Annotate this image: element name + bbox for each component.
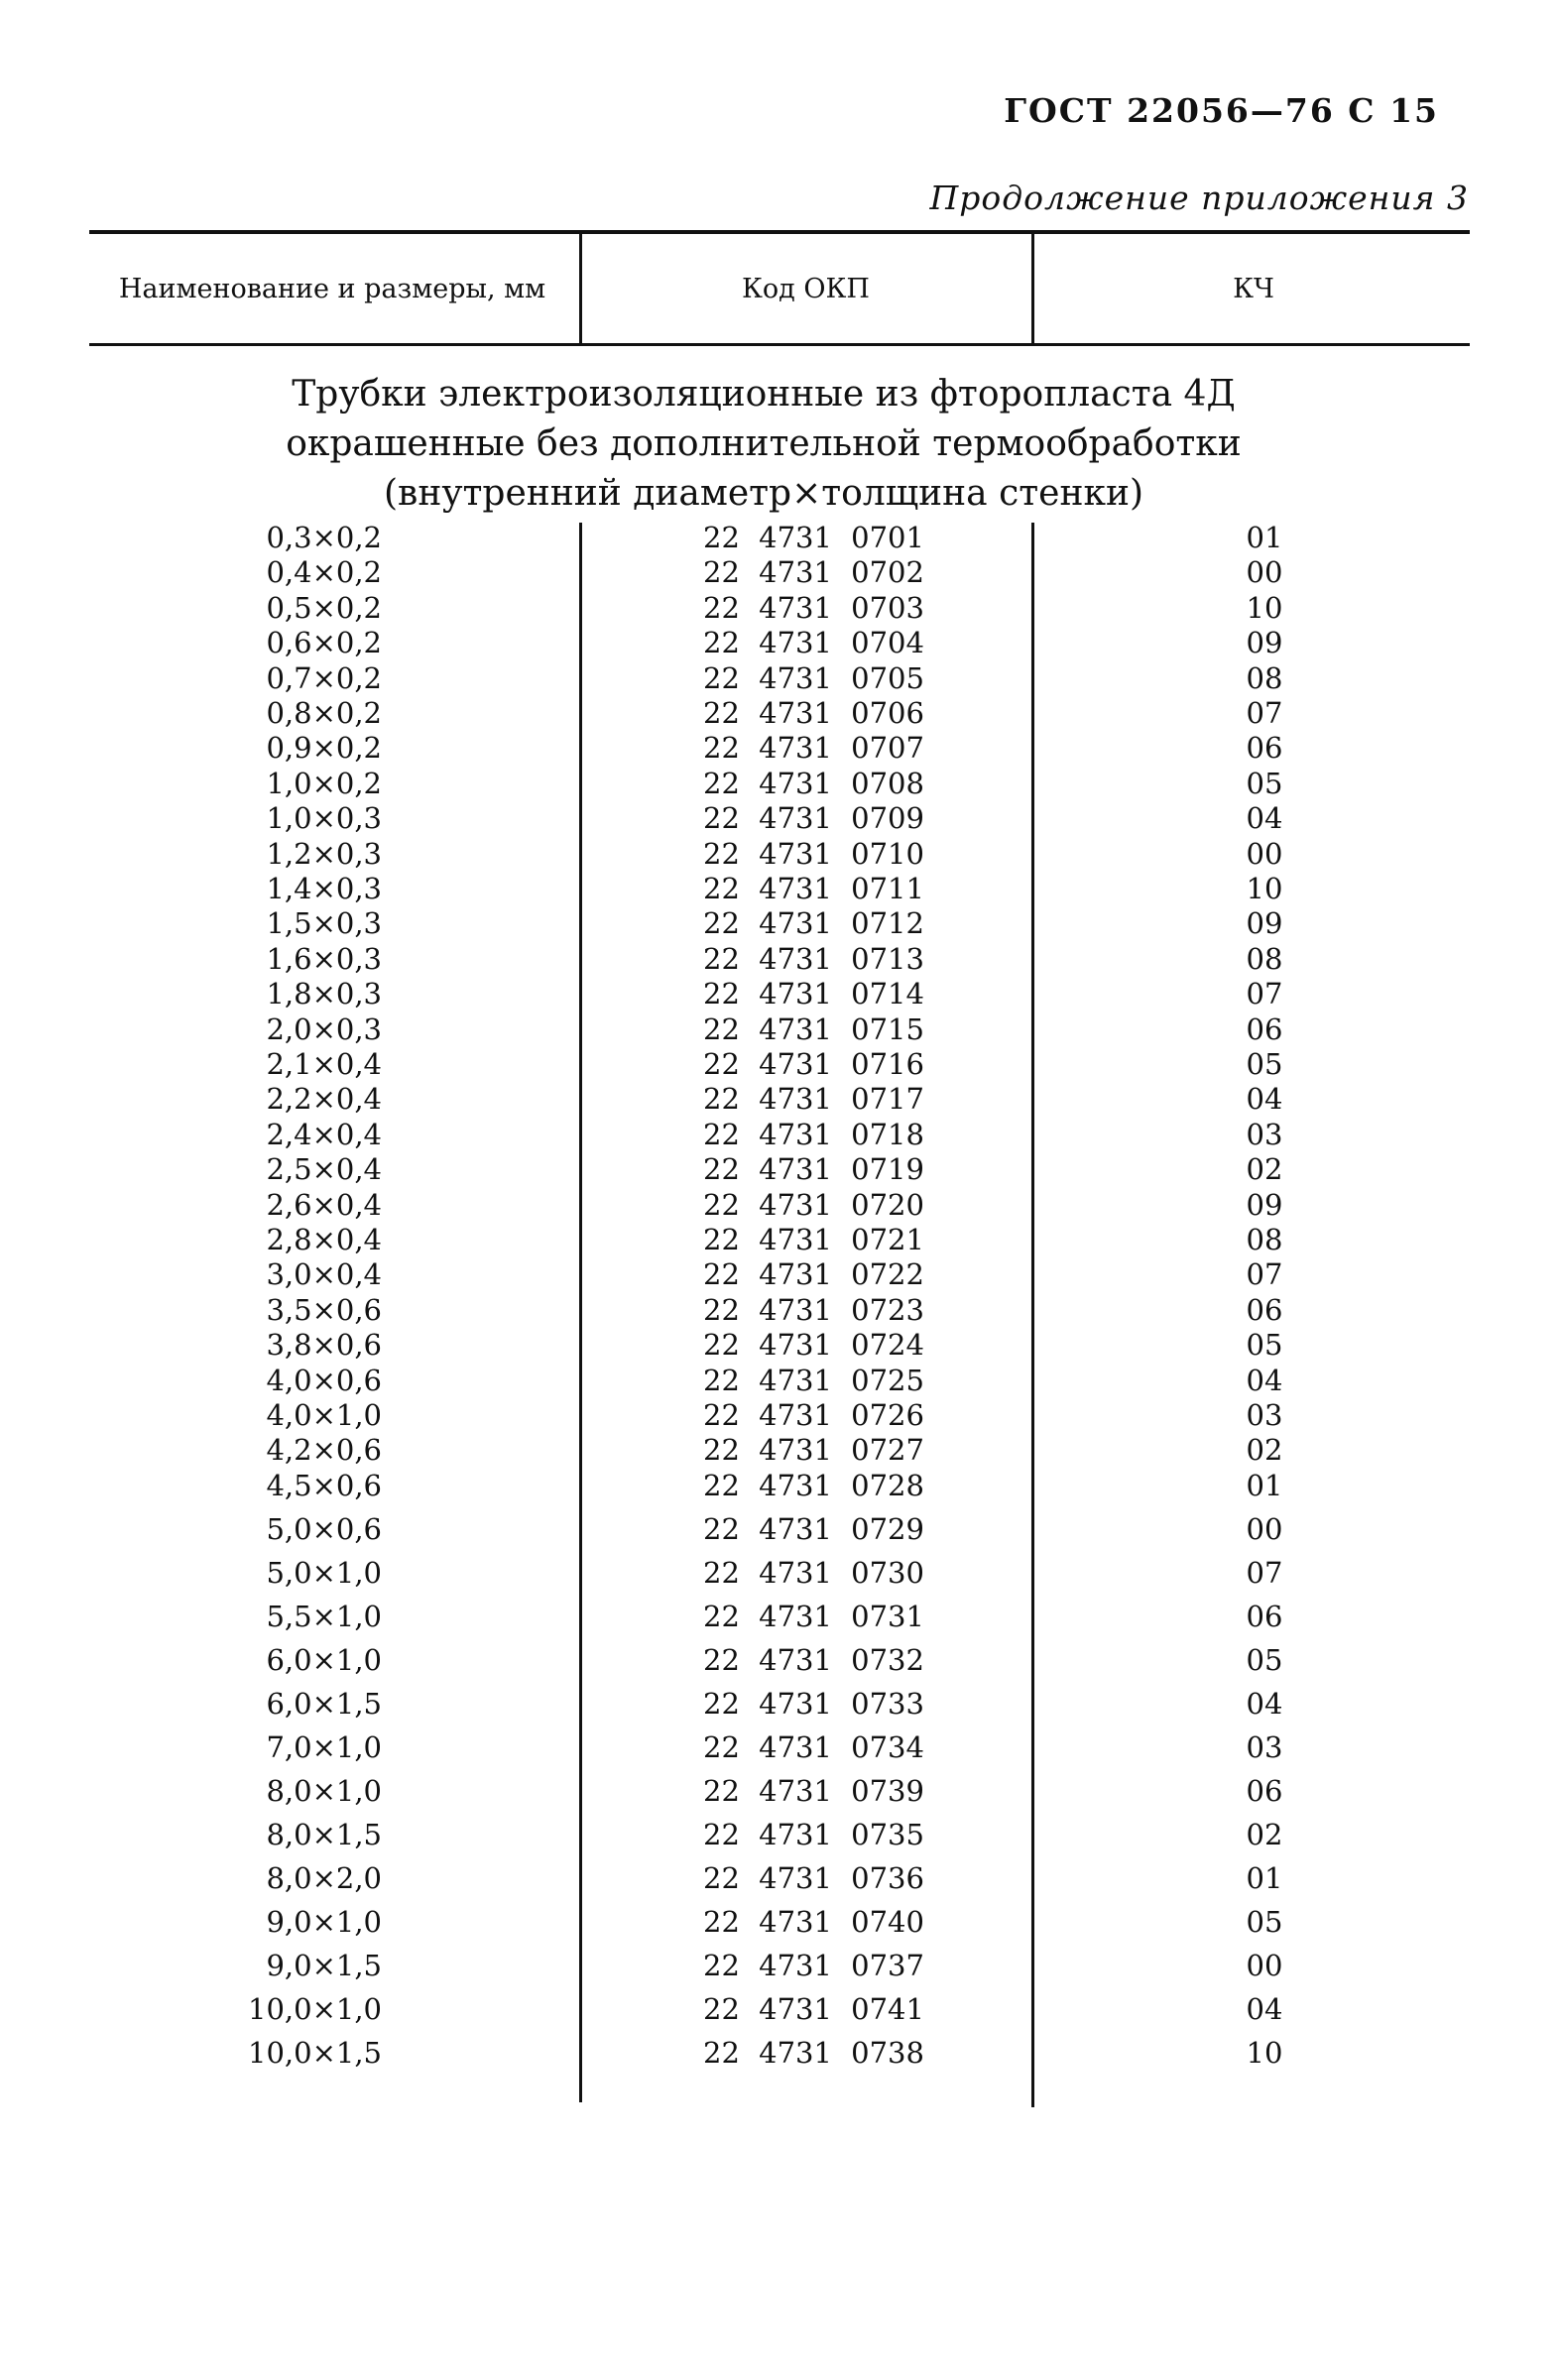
cell-code: 22 4731 0727 [703, 1433, 924, 1468]
table-row [0, 1599, 1560, 1634]
cell-name: 9,0×1,0 [266, 1905, 382, 1939]
column-header-code: Код ОКП [742, 274, 870, 304]
table-row [0, 941, 1560, 977]
document-code: ГОСТ 22056—76 С 15 [1004, 91, 1439, 130]
section-title-line-2: окрашенные без дополнительной термообработки [286, 423, 1242, 464]
cell-name: 1,8×0,3 [266, 977, 382, 1012]
cell-code: 22 4731 0706 [703, 696, 924, 730]
cell-code: 22 4731 0717 [703, 1082, 924, 1117]
cell-name: 7,0×1,0 [266, 1730, 382, 1764]
table-row [0, 1642, 1560, 1678]
cell-kch: 02 [1246, 1152, 1283, 1187]
cell-name: 2,1×0,4 [266, 1047, 382, 1081]
cell-code: 22 4731 0741 [703, 1992, 924, 2026]
table-row [0, 871, 1560, 906]
cell-kch: 06 [1246, 1012, 1283, 1046]
cell-name: 8,0×1,0 [266, 1774, 382, 1808]
cell-code: 22 4731 0739 [703, 1774, 924, 1808]
cell-name: 1,5×0,3 [266, 906, 382, 941]
cell-kch: 10 [1246, 872, 1283, 905]
cell-kch: 04 [1246, 801, 1283, 836]
cell-kch: 06 [1246, 1292, 1283, 1327]
cell-kch: 06 [1246, 1600, 1283, 1633]
cell-kch: 05 [1246, 1905, 1283, 1939]
table-row [0, 800, 1560, 836]
cell-kch: 05 [1246, 766, 1283, 800]
cell-kch: 02 [1246, 1433, 1283, 1468]
table-row [0, 590, 1560, 626]
table-row [0, 1012, 1560, 1047]
cell-kch: 04 [1246, 1363, 1283, 1397]
cell-code: 22 4731 0701 [703, 521, 924, 554]
cell-kch: 06 [1246, 1774, 1283, 1808]
table-row [0, 1468, 1560, 1503]
cell-kch: 05 [1246, 1328, 1283, 1363]
table-row [0, 1117, 1560, 1152]
cell-code: 22 4731 0720 [703, 1187, 924, 1222]
cell-name: 2,8×0,4 [266, 1223, 382, 1256]
cell-name: 1,4×0,3 [266, 872, 382, 905]
cell-name: 1,6×0,3 [266, 941, 382, 976]
cell-code: 22 4731 0702 [703, 555, 924, 590]
cell-name: 3,5×0,6 [266, 1292, 382, 1327]
cell-kch: 00 [1246, 1512, 1283, 1546]
column-header-kch: КЧ [1233, 274, 1274, 304]
cell-name: 0,5×0,2 [266, 590, 382, 625]
cell-kch: 09 [1246, 906, 1283, 941]
cell-name: 8,0×2,0 [266, 1861, 382, 1895]
table-row [0, 1187, 1560, 1223]
cell-code: 22 4731 0732 [703, 1643, 924, 1677]
table-row [0, 1081, 1560, 1117]
table-row [0, 1729, 1560, 1765]
cell-name: 1,2×0,3 [266, 836, 382, 871]
cell-name: 6,0×1,5 [266, 1687, 382, 1721]
cell-name: 4,2×0,6 [266, 1433, 382, 1468]
cell-kch: 05 [1246, 1047, 1283, 1081]
table-row [0, 1948, 1560, 1983]
cell-code: 22 4731 0728 [703, 1468, 924, 1502]
table-row [0, 1046, 1560, 1082]
cell-name: 6,0×1,0 [266, 1643, 382, 1677]
cell-name: 10,0×1,0 [248, 1992, 382, 2026]
cell-name: 1,0×0,2 [266, 766, 382, 800]
cell-code: 22 4731 0731 [703, 1600, 924, 1633]
cell-kch: 04 [1246, 1687, 1283, 1721]
cell-code: 22 4731 0711 [703, 872, 924, 905]
table-row [0, 1904, 1560, 1940]
cell-name: 2,4×0,4 [266, 1117, 382, 1151]
table-row [0, 1222, 1560, 1257]
table-row [0, 1327, 1560, 1363]
cell-kch: 05 [1246, 1643, 1283, 1677]
cell-code: 22 4731 0710 [703, 836, 924, 871]
cell-name: 2,2×0,4 [266, 1082, 382, 1117]
cell-code: 22 4731 0733 [703, 1687, 924, 1721]
cell-name: 2,5×0,4 [266, 1152, 382, 1187]
cell-name: 0,9×0,2 [266, 731, 382, 766]
cell-kch: 03 [1246, 1117, 1283, 1151]
cell-code: 22 4731 0730 [703, 1556, 924, 1590]
cell-code: 22 4731 0729 [703, 1512, 924, 1546]
table-row [0, 695, 1560, 731]
cell-name: 2,0×0,3 [266, 1012, 382, 1046]
cell-code: 22 4731 0735 [703, 1818, 924, 1851]
cell-name: 8,0×1,5 [266, 1818, 382, 1851]
continuation-caption: Продолжение приложения 3 [929, 178, 1469, 217]
cell-code: 22 4731 0709 [703, 801, 924, 836]
cell-code: 22 4731 0721 [703, 1223, 924, 1256]
cell-code: 22 4731 0707 [703, 731, 924, 766]
cell-name: 5,5×1,0 [266, 1600, 382, 1633]
cell-code: 22 4731 0726 [703, 1398, 924, 1432]
cell-kch: 01 [1246, 1861, 1283, 1895]
cell-name: 3,8×0,6 [266, 1328, 382, 1363]
cell-code: 22 4731 0738 [703, 2036, 924, 2070]
cell-name: 5,0×1,0 [266, 1556, 382, 1590]
table-row [0, 976, 1560, 1012]
cell-name: 4,5×0,6 [266, 1468, 382, 1502]
cell-kch: 10 [1246, 2036, 1283, 2070]
cell-code: 22 4731 0708 [703, 766, 924, 800]
cell-kch: 10 [1246, 590, 1283, 625]
cell-code: 22 4731 0715 [703, 1012, 924, 1046]
cell-kch: 00 [1246, 836, 1283, 871]
cell-kch: 07 [1246, 1257, 1283, 1292]
cell-name: 10,0×1,5 [248, 2036, 382, 2070]
cell-code: 22 4731 0714 [703, 977, 924, 1012]
cell-kch: 08 [1246, 941, 1283, 976]
column-header-name: Наименование и размеры, мм [118, 274, 546, 304]
cell-name: 2,6×0,4 [266, 1187, 382, 1222]
table-row [0, 2035, 1560, 2071]
table-row [0, 660, 1560, 696]
cell-code: 22 4731 0725 [703, 1363, 924, 1397]
cell-kch: 07 [1246, 696, 1283, 730]
table-row [0, 1555, 1560, 1591]
cell-code: 22 4731 0712 [703, 906, 924, 941]
cell-kch: 03 [1246, 1730, 1283, 1764]
cell-kch: 06 [1246, 731, 1283, 766]
section-title-line-1: Трубки электроизоляционные из фторопласта 4Д [292, 374, 1236, 415]
table-row [0, 1773, 1560, 1809]
cell-kch: 04 [1246, 1992, 1283, 2026]
cell-code: 22 4731 0718 [703, 1117, 924, 1151]
cell-code: 22 4731 0704 [703, 626, 924, 660]
table-row [0, 1363, 1560, 1398]
cell-code: 22 4731 0703 [703, 590, 924, 625]
cell-name: 0,8×0,2 [266, 696, 382, 730]
cell-kch: 09 [1246, 1187, 1283, 1222]
table-row [0, 1686, 1560, 1722]
table-row [0, 905, 1560, 941]
cell-kch: 01 [1246, 1468, 1283, 1502]
cell-code: 22 4731 0716 [703, 1047, 924, 1081]
section-title-line-3: (внутренний диаметр×толщина стенки) [384, 473, 1143, 514]
table-row [0, 1397, 1560, 1433]
cell-code: 22 4731 0736 [703, 1861, 924, 1895]
cell-code: 22 4731 0705 [703, 660, 924, 695]
cell-name: 9,0×1,5 [266, 1949, 382, 1982]
cell-name: 4,0×1,0 [266, 1398, 382, 1432]
cell-kch: 03 [1246, 1398, 1283, 1432]
cell-code: 22 4731 0737 [703, 1949, 924, 1982]
cell-code: 22 4731 0724 [703, 1328, 924, 1363]
table-row [0, 1256, 1560, 1292]
table-row [0, 554, 1560, 590]
cell-name: 0,3×0,2 [266, 521, 382, 554]
cell-kch: 07 [1246, 977, 1283, 1012]
cell-kch: 08 [1246, 1223, 1283, 1256]
cell-kch: 01 [1246, 521, 1283, 554]
cell-code: 22 4731 0740 [703, 1905, 924, 1939]
cell-kch: 09 [1246, 626, 1283, 660]
table-row [0, 1151, 1560, 1187]
cell-kch: 04 [1246, 1082, 1283, 1117]
table-row [0, 836, 1560, 872]
table-row [0, 1860, 1560, 1896]
cell-kch: 00 [1246, 555, 1283, 590]
cell-name: 0,4×0,2 [266, 555, 382, 590]
cell-kch: 02 [1246, 1818, 1283, 1851]
table-row [0, 766, 1560, 801]
table-row [0, 520, 1560, 555]
table-row [0, 730, 1560, 766]
cell-code: 22 4731 0722 [703, 1257, 924, 1292]
cell-name: 1,0×0,3 [266, 801, 382, 836]
cell-code: 22 4731 0713 [703, 941, 924, 976]
table-row [0, 1991, 1560, 2027]
cell-name: 3,0×0,4 [266, 1257, 382, 1292]
cell-kch: 07 [1246, 1556, 1283, 1590]
cell-name: 0,6×0,2 [266, 626, 382, 660]
table-row [0, 1292, 1560, 1328]
cell-code: 22 4731 0719 [703, 1152, 924, 1187]
cell-name: 5,0×0,6 [266, 1512, 382, 1546]
table-row [0, 1817, 1560, 1852]
cell-kch: 00 [1246, 1949, 1283, 1982]
table-row [0, 625, 1560, 660]
table-row [0, 1432, 1560, 1468]
cell-code: 22 4731 0723 [703, 1292, 924, 1327]
cell-code: 22 4731 0734 [703, 1730, 924, 1764]
cell-name: 0,7×0,2 [266, 660, 382, 695]
cell-name: 4,0×0,6 [266, 1363, 382, 1397]
cell-kch: 08 [1246, 660, 1283, 695]
table-row [0, 1511, 1560, 1547]
